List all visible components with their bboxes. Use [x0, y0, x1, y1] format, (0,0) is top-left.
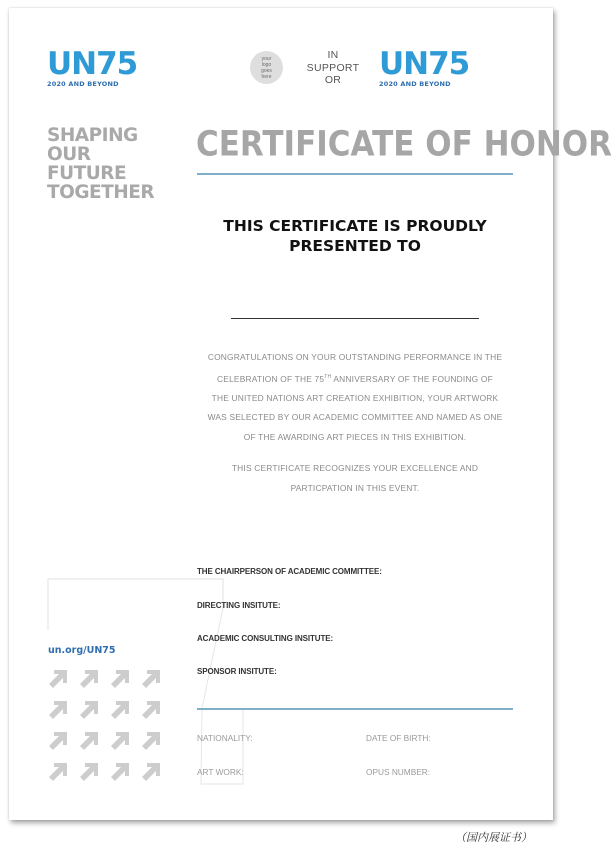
un75-logo: [47, 46, 138, 88]
your-logo-line: goes: [261, 67, 272, 74]
presented-line: PRESENTED TO: [289, 237, 421, 255]
arrow-up-right-icon: [140, 668, 162, 690]
arrow-up-right-icon: [78, 730, 100, 752]
logo-mark: UN75: [47, 46, 138, 82]
arrow-up-right-icon: [47, 761, 69, 783]
support-line: SUPPORT: [306, 61, 360, 74]
signature-consulting-institute: ACADEMIC CONSULTING INSITUTE:: [197, 634, 334, 643]
your-logo-line: your: [261, 55, 272, 62]
support-text: [302, 49, 364, 87]
support-line: IN: [327, 49, 339, 61]
support-line: OR: [324, 74, 342, 86]
arrow-up-right-icon: [109, 699, 131, 721]
signature-sponsor-institute: SPONSOR INSITUTE:: [197, 667, 277, 676]
presented-heading: [197, 216, 513, 256]
logo-subtitle: 2020 AND BEYOND: [379, 80, 451, 88]
paragraph-line: THE UNITED NATIONS ART CREATION EXHIBITION, YOUR ARTWORK: [211, 392, 499, 403]
logo-subtitle: 2020 AND BEYOND: [47, 80, 119, 88]
title-underline: [197, 173, 513, 175]
tagline: [47, 126, 154, 202]
arrow-up-right-icon: [78, 699, 100, 721]
signature-chairperson: THE CHAIRPERSON OF ACADEMIC COMMITTEE:: [197, 567, 382, 576]
arrow-up-right-icon: [109, 761, 131, 783]
your-logo-line: logo: [261, 61, 272, 68]
un75-logo-right: [379, 46, 470, 88]
presented-line: THIS CERTIFICATE IS PROUDLY: [223, 217, 487, 235]
paragraph-line: PARTICPATION IN THIS EVENT.: [290, 482, 420, 493]
arrow-up-right-icon: [47, 699, 69, 721]
un75-url: un.org/UN75: [48, 645, 116, 656]
arrow-up-right-icon: [109, 668, 131, 690]
paragraph-text: CELEBRATION OF THE 75: [217, 373, 325, 384]
signature-divider: [197, 708, 513, 710]
arrow-up-right-icon: [140, 699, 162, 721]
certificate-sheet: [9, 8, 612, 820]
paragraph-line: [189, 368, 521, 389]
paragraph-line: THIS CERTIFICATE RECOGNIZES YOUR EXCELLENCE AND: [231, 463, 479, 473]
paragraph-line: CONGRATULATIONS ON YOUR OUTSTANDING PERFORMANCE IN THE: [207, 352, 503, 362]
arrow-up-right-icon: [78, 668, 100, 690]
arrow-up-right-icon: [47, 668, 69, 690]
tagline-line: SHAPING: [47, 125, 138, 146]
recognition-paragraph: [189, 459, 521, 498]
paragraph-text: ANNIVERSARY OF THE FOUNDING OF: [331, 373, 493, 384]
your-logo-line: here: [261, 73, 272, 80]
ordinal-suffix: TH: [324, 373, 332, 380]
signature-directing-institute: DIRECTING INSITUTE:: [197, 601, 281, 610]
caption: （国内展证书）: [455, 831, 532, 844]
congratulations-paragraph: [189, 348, 521, 447]
arrow-up-right-icon: [78, 761, 100, 783]
arrow-pattern: [47, 668, 172, 793]
tagline-line: TOGETHER: [47, 182, 155, 203]
your-logo-placeholder: [250, 51, 283, 84]
recipient-name-line: [231, 318, 479, 319]
tagline-line: OUR: [47, 144, 91, 165]
logo-mark: UN75: [379, 46, 470, 82]
paragraph-line: OF THE AWARDING ART PIECES IN THIS EXHIBITION.: [243, 431, 467, 442]
art-work-field: ART WORK:: [197, 767, 244, 777]
date-of-birth-field: DATE OF BIRTH:: [366, 733, 431, 743]
nationality-field: NATIONALITY:: [197, 733, 253, 743]
opus-number-field: OPUS NUMBER:: [366, 767, 431, 777]
paragraph-line: WAS SELECTED BY OUR ACADEMIC COMMITTEE AND NAMED AS ONE: [207, 412, 503, 423]
arrow-up-right-icon: [140, 730, 162, 752]
arrow-up-right-icon: [47, 730, 69, 752]
certificate-title: CERTIFICATE OF HONOR: [196, 124, 612, 165]
tagline-line: FUTURE: [47, 163, 127, 184]
arrow-up-right-icon: [140, 761, 162, 783]
arrow-up-right-icon: [109, 730, 131, 752]
